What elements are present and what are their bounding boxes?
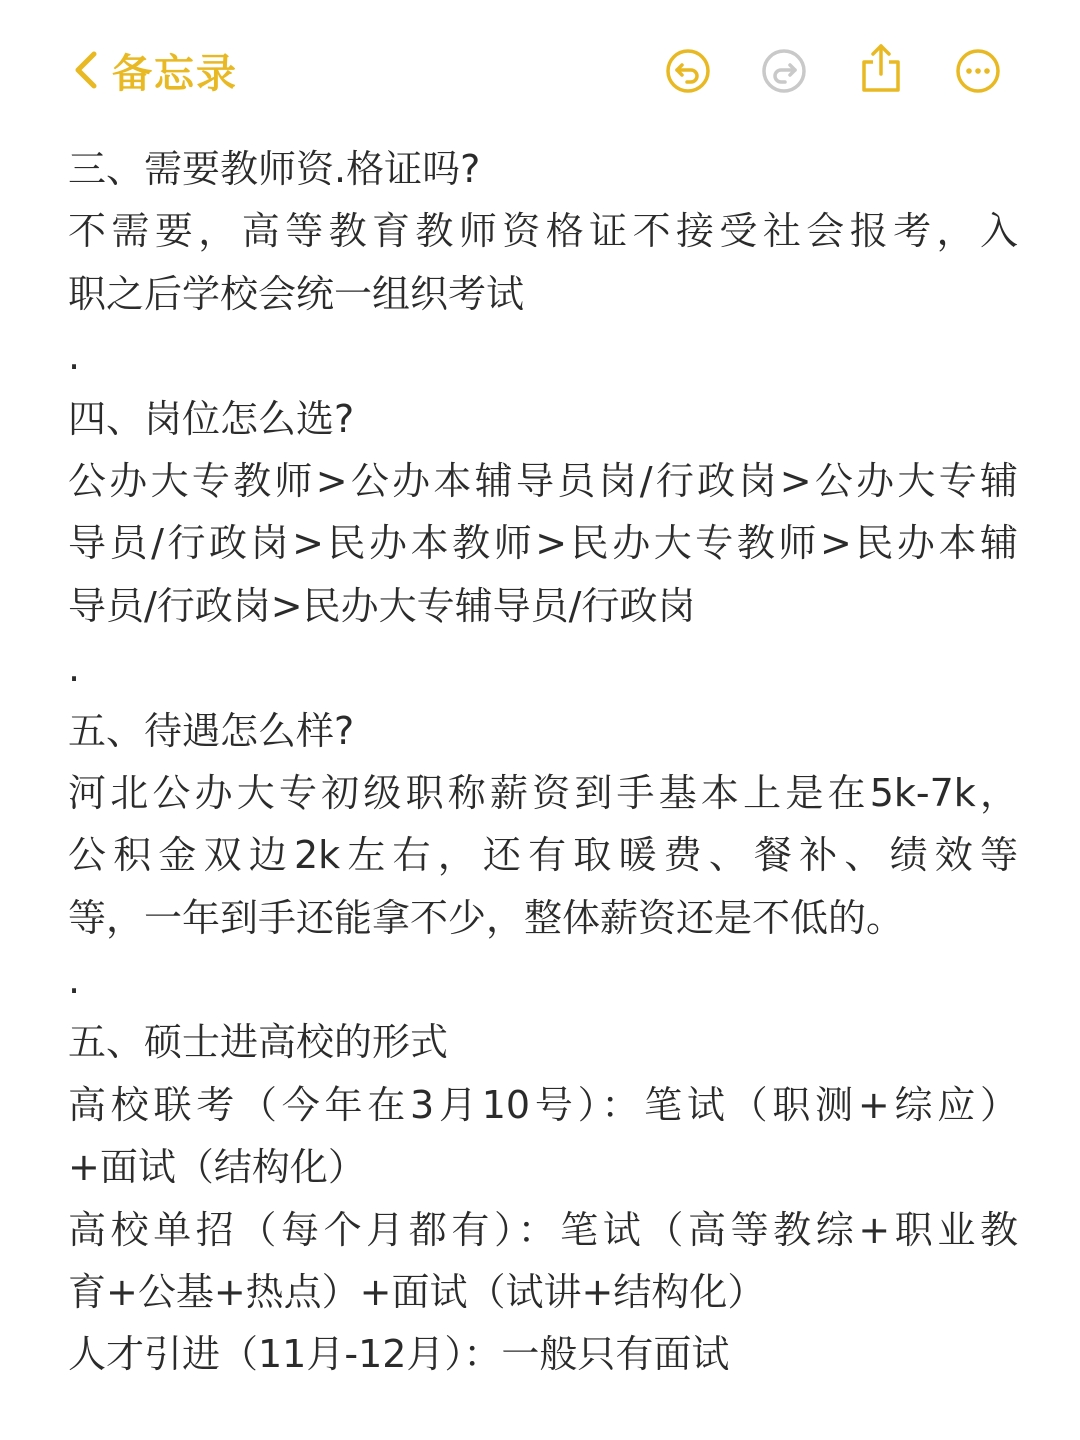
note-line: 公办大专教师>公办本辅导员岗/行政岗>公办大专辅	[68, 458, 1018, 503]
note-line: 河北公办大专初级职称薪资到手基本上是在5k-7k，	[68, 770, 1018, 815]
note-line: .	[68, 958, 81, 1003]
redo-button[interactable]	[758, 45, 810, 97]
undo-icon	[662, 45, 714, 97]
chevron-left-icon	[72, 48, 100, 92]
redo-icon	[758, 45, 810, 97]
note-line: 四、岗位怎么选?	[68, 396, 355, 441]
back-label: 备忘录	[112, 50, 238, 97]
note-line: 育+公基+热点）+面试（试讲+结构化）	[68, 1270, 766, 1315]
share-icon	[855, 40, 907, 96]
note-line: 高校联考（今年在3月10号）：笔试（职测+综应）	[68, 1082, 1018, 1127]
note-line: 公积金双边2k左右，还有取暖费、餐补、绩效等	[68, 833, 1018, 878]
undo-button[interactable]	[662, 45, 714, 97]
note-line: 人才引进（11月-12月）：一般只有面试	[68, 1332, 730, 1377]
note-line: .	[68, 646, 81, 691]
note-line: +面试（结构化）	[68, 1145, 366, 1190]
note-line: .	[68, 334, 81, 379]
top-nav-bar	[0, 0, 1080, 140]
note-line: 导员/行政岗>民办大专辅导员/行政岗	[68, 583, 696, 628]
note-line: 三、需要教师资.格证吗?	[68, 147, 481, 191]
more-icon	[952, 45, 1004, 97]
note-line: 等，一年到手还能拿不少，整体薪资还是不低的。	[68, 895, 905, 940]
note-line: 不需要，高等教育教师资格证不接受社会报考，入	[68, 209, 1018, 254]
note-body[interactable]	[68, 138, 1018, 1386]
note-line: 五、硕士进高校的形式	[68, 1020, 449, 1065]
back-button[interactable]	[72, 42, 238, 98]
more-button[interactable]	[952, 45, 1004, 97]
note-line: 导员/行政岗>民办本教师>民办大专教师>民办本辅	[68, 521, 1018, 566]
note-line: 高校单招（每个月都有）：笔试（高等教综+职业教	[68, 1207, 1018, 1252]
note-line: 职之后学校会统一组织考试	[68, 271, 525, 316]
note-line: 五、待遇怎么样?	[68, 708, 355, 753]
share-button[interactable]	[855, 40, 907, 92]
